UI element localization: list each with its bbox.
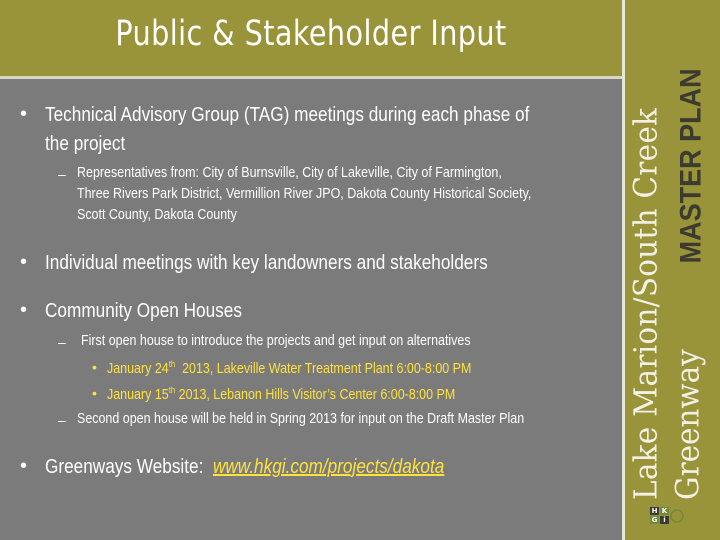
tag-bullet-line1: Technical Advisory Group (TAG) meetings during each phase of [45,104,530,126]
individual-meetings-bullet: Individual meetings with key landowners and stakeholders [45,252,488,274]
tag-sub-line1: Representatives from: City of Burnsville, City of Lakeville, City of Farmington, [77,165,502,181]
dash-icon: – [58,166,66,182]
website-label: Greenways Website: [45,456,204,478]
tag-sub-line2: Three Rivers Park District, Vermillion River JPO, Dakota County Historical Society, [77,186,532,202]
open-houses-bullet: Community Open Houses [45,300,242,322]
first-open-house: First open house to introduce the projects and get input on alternatives [81,333,471,349]
logo-circle-icon [669,508,685,524]
tag-sub-line3: Scott County, Dakota County [77,207,237,223]
bullet-icon: • [20,103,28,125]
yellow-bullet-icon: • [92,385,97,401]
hkgi-logo: H K G i [650,507,678,525]
open-house-date-1: January 24th 2013, Lakeville Water Treatment Plant 6:00-8:00 PM [107,359,472,377]
dash-icon: – [58,334,66,350]
slide-title: Public & Stakeholder Input [115,14,507,54]
website-link[interactable]: www.hkgi.com/projects/dakota [212,456,445,478]
open-house-date-2: January 15th 2013, Lebanon Hills Visitor’s Center 6:00-8:00 PM [107,385,456,403]
sidebar-master-plan: MASTER PLAN [674,68,708,264]
yellow-bullet-icon: • [92,359,97,375]
tag-bullet-line2: the project [45,133,126,155]
sidebar-project-name: Lake Marion/South Creek [626,107,665,500]
website-bullet [45,456,444,479]
sidebar-project-subname: Greenway [668,349,707,500]
sidebar-branding [625,0,720,540]
bullet-icon: • [20,251,28,273]
bullet-icon: • [20,455,28,477]
second-open-house: Second open house will be held in Spring 2013 for input on the Draft Master Plan [77,411,525,427]
bullet-icon: • [20,299,28,321]
dash-icon: – [58,412,66,428]
